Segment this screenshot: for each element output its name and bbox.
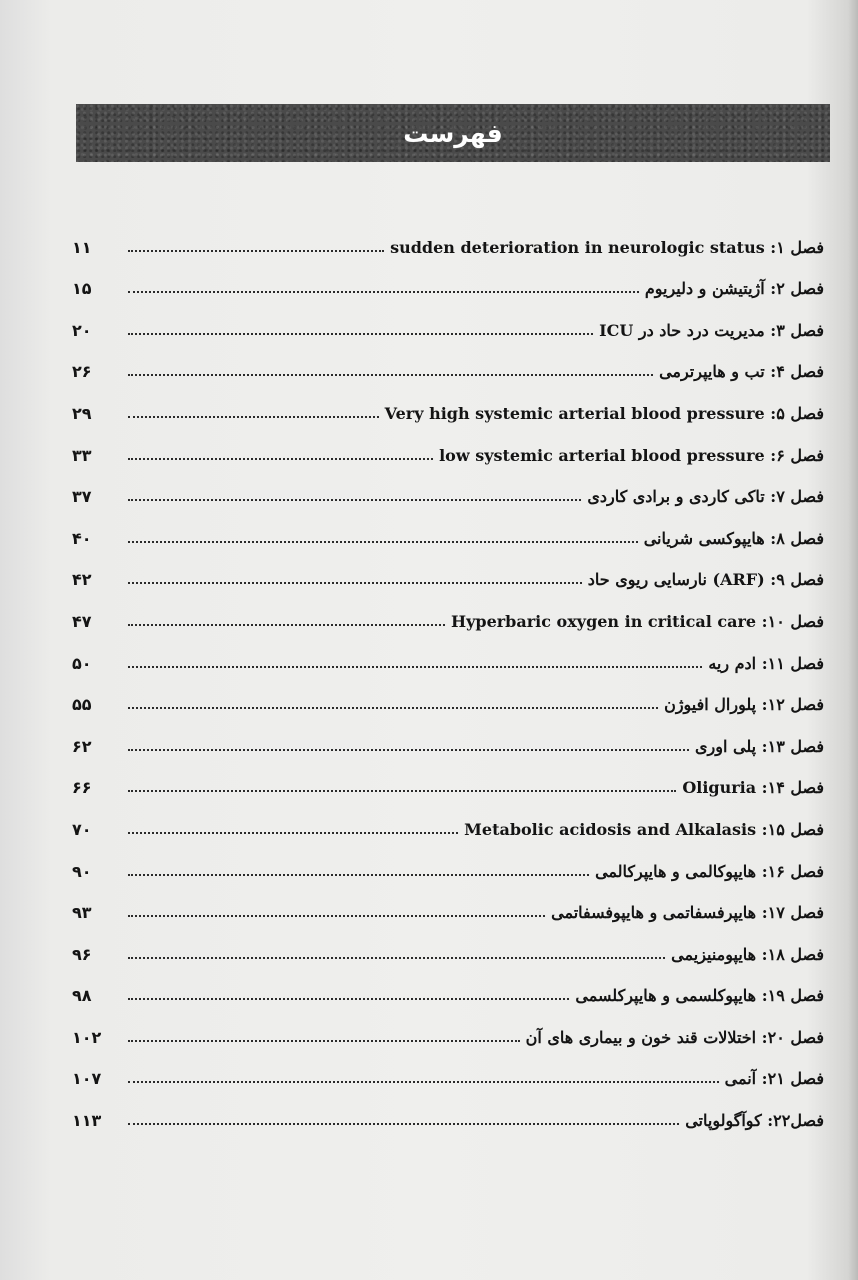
toc-entry-title: فصل ۱۱: ادم ریه — [708, 653, 824, 673]
toc-entry — [72, 559, 824, 601]
toc-dot-leader — [128, 416, 379, 418]
toc-entry — [72, 642, 824, 684]
toc-page-number: ۶۲ — [72, 736, 92, 756]
toc-entry-title: فصل۲۲: کوآگولوپاتی — [685, 1111, 824, 1131]
toc-entry — [72, 434, 824, 476]
toc-entry-title: فصل ۱۳: پلی اوری — [695, 736, 824, 756]
toc-dot-leader — [128, 998, 569, 1000]
toc-entry — [72, 725, 824, 767]
toc-dot-leader — [128, 333, 593, 335]
toc-page-number: ۲۰ — [72, 320, 92, 340]
toc-dot-leader — [128, 458, 433, 460]
toc-entry-title: فصل ۱۹: هایپوکلسمی و هایپرکلسمی — [575, 986, 824, 1006]
toc-entry — [72, 684, 824, 726]
toc-dot-leader — [128, 707, 658, 709]
toc-entry-title: فصل ۱: sudden deterioration in neurologic status — [390, 237, 824, 257]
toc-dot-leader — [128, 541, 638, 543]
toc-entry-title: فصل ۹: (ARF) نارسایی ریوی حاد — [587, 570, 824, 590]
toc-dot-leader — [128, 749, 689, 751]
toc-entry — [72, 1058, 824, 1100]
toc-page-number: ۳۷ — [72, 487, 92, 507]
toc-page-number: ۳۳ — [72, 445, 92, 465]
toc-entry — [72, 892, 824, 934]
toc-page-number: ۱۱ — [72, 237, 92, 257]
toc-entry-title: فصل ۸: هایپوکسی شریانی — [643, 528, 824, 548]
toc-dot-leader — [128, 291, 639, 293]
toc-dot-leader — [128, 790, 676, 792]
toc-entry-title: فصل ۵: Very high systemic arterial blood pressure — [384, 403, 824, 423]
toc-header-bar — [76, 104, 830, 162]
toc-entry — [72, 767, 824, 809]
toc-entry-title: فصل ۲۱: آنمی — [724, 1069, 824, 1089]
toc-dot-leader — [128, 666, 702, 668]
toc-page-number: ۵۰ — [72, 653, 92, 673]
toc-page-number: ۹۰ — [72, 861, 92, 881]
toc-entry-title: فصل ۲: آژیتیشن و دلیریوم — [644, 279, 824, 299]
toc-entry — [72, 351, 824, 393]
toc-dot-leader — [128, 582, 582, 584]
toc-entry — [72, 600, 824, 642]
toc-entry — [72, 476, 824, 518]
toc-dot-leader — [128, 1081, 719, 1083]
toc-entry-title: فصل ۱۶: هایپوکالمی و هایپرکالمی — [595, 861, 824, 881]
toc-entry — [72, 808, 824, 850]
toc-page-number: ۹۶ — [72, 944, 92, 964]
toc-header-title: فهرست — [403, 118, 503, 148]
toc-entry — [72, 309, 824, 351]
toc-dot-leader — [128, 915, 545, 917]
toc-page-number: ۶۶ — [72, 778, 92, 798]
toc-page-number: ۱۵ — [72, 279, 92, 299]
toc-entry — [72, 226, 824, 268]
toc-dot-leader — [128, 1123, 679, 1125]
toc-page-number: ۵۵ — [72, 695, 92, 715]
toc-entry-title: فصل ۴: تب و هایپرترمی — [659, 362, 824, 382]
toc-dot-leader — [128, 874, 589, 876]
toc-page-number: ۹۳ — [72, 903, 92, 923]
toc-entry — [72, 517, 824, 559]
toc-entry — [72, 1099, 824, 1141]
toc-page-number: ۲۹ — [72, 403, 92, 423]
toc-entry — [72, 392, 824, 434]
toc-page-number: ۴۷ — [72, 611, 92, 631]
toc-entry — [72, 268, 824, 310]
toc-page-number: ۴۲ — [72, 570, 92, 590]
toc-entry-title: فصل ۷: تاکی کاردی و برادی کاردی — [587, 487, 824, 507]
page-edge-shadow — [848, 0, 858, 1280]
toc-entry-title: فصل ۲۰: اختلالات قند خون و بیماری های آن — [525, 1027, 824, 1047]
toc-dot-leader — [128, 832, 458, 834]
toc-entry-title: فصل ۱۸: هایپومنیزیمی — [671, 944, 824, 964]
toc-page-number: ۷۰ — [72, 819, 92, 839]
toc-entry-title: فصل ۱۲: پلورال افیوژن — [664, 695, 824, 715]
toc-page-number: ۴۰ — [72, 528, 92, 548]
toc-entry-title: فصل ۱۷: هایپرفسفاتمی و هایپوفسفاتمی — [551, 903, 824, 923]
toc-dot-leader — [128, 1040, 520, 1042]
toc-page-number: ۹۸ — [72, 986, 92, 1006]
toc-entry-title: فصل ۶: low systemic arterial blood pressure — [439, 445, 824, 465]
toc-dot-leader — [128, 374, 653, 376]
toc-dot-leader — [128, 499, 581, 501]
toc-entry — [72, 975, 824, 1017]
toc-page-number: ۱۰۷ — [72, 1069, 102, 1089]
toc-page-number: ۲۶ — [72, 362, 92, 382]
toc-entry-title: فصل ۱۴: Oliguria — [682, 778, 824, 798]
toc-page-number: ۱۰۲ — [72, 1027, 102, 1047]
toc-entry — [72, 933, 824, 975]
toc-page-number: ۱۱۳ — [72, 1111, 102, 1131]
table-of-contents — [72, 226, 824, 1141]
toc-dot-leader — [128, 624, 445, 626]
toc-entry-title: فصل ۱۵: Metabolic acidosis and Alkalasis — [464, 819, 824, 839]
toc-entry-title: فصل ۱۰: Hyperbaric oxygen in critical care — [450, 611, 824, 631]
toc-dot-leader — [128, 250, 384, 252]
toc-entry — [72, 850, 824, 892]
toc-entry — [72, 1016, 824, 1058]
toc-dot-leader — [128, 957, 665, 959]
toc-entry-title: فصل ۳: مدیریت درد حاد در ICU — [599, 320, 824, 340]
